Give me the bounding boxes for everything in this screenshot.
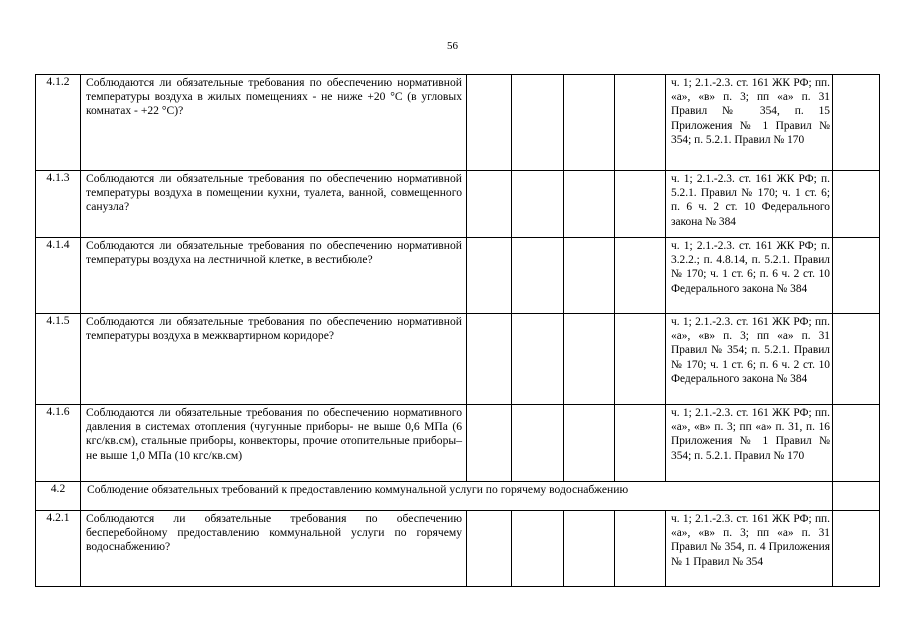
answer-yes-cell bbox=[467, 238, 512, 314]
question-text: Соблюдаются ли обязательные требования по обеспечению нормативной температуры воздуха в жилых помещениях - не ниже +20 °С (в угловых комнатах - +22 °С)? bbox=[81, 75, 467, 171]
page-number: 56 bbox=[447, 40, 458, 52]
answer-yes-cell bbox=[467, 75, 512, 171]
question-text: Соблюдаются ли обязательные требования по обеспечению нормативной температуры воздуха на лестничной клетке, в вестибюле? bbox=[81, 238, 467, 314]
table-row bbox=[36, 511, 880, 587]
table-row bbox=[36, 75, 880, 171]
legal-reference: ч. 1; 2.1.-2.3. ст. 161 ЖК РФ; пп. «а», «в» п. 3; пп «а» п. 31 Правил № 354, п. 15 Приложения № 1 Правил № 354; п. 5.2.1. Правил № 170 bbox=[666, 75, 833, 171]
section-title: Соблюдение обязательных требований к предоставлению коммунальной услуги по горячему водоснабжению bbox=[81, 482, 833, 511]
answer-yes-cell bbox=[467, 511, 512, 587]
row-number: 4.1.5 bbox=[36, 314, 81, 405]
row-number: 4.1.3 bbox=[36, 171, 81, 238]
answer-no-cell bbox=[512, 405, 564, 482]
answer-yes-cell bbox=[467, 405, 512, 482]
legal-reference: ч. 1; 2.1.-2.3. ст. 161 ЖК РФ; пп. «а», «в» п. 3; пп «а» п. 31 Правил № 354, п. 4 Приложения № 1 Правил № 354 bbox=[666, 511, 833, 587]
notes-cell bbox=[833, 238, 880, 314]
question-text: Соблюдаются ли обязательные требования по обеспечению бесперебойному предоставлению коммунальной услуги по горячему водоснабжению? bbox=[81, 511, 467, 587]
answer-yes-cell bbox=[467, 171, 512, 238]
table-row bbox=[36, 238, 880, 314]
answer-no-cell bbox=[512, 238, 564, 314]
answer-na-cell bbox=[564, 171, 615, 238]
answer-na-cell bbox=[564, 405, 615, 482]
notes-cell bbox=[833, 314, 880, 405]
question-text: Соблюдаются ли обязательные требования по обеспечению нормативной температуры воздуха в помещении кухни, туалета, ванной, совмещенного санузла? bbox=[81, 171, 467, 238]
answer-na-cell bbox=[564, 314, 615, 405]
answer-no-cell bbox=[512, 171, 564, 238]
legal-reference: ч. 1; 2.1.-2.3. ст. 161 ЖК РФ; п. 5.2.1. Правил № 170; ч. 1 ст. 6; п. 6 ч. 2 ст. 10 Федерального закона № 384 bbox=[666, 171, 833, 238]
notes-cell bbox=[833, 482, 880, 511]
answer-no-cell bbox=[512, 511, 564, 587]
question-text: Соблюдаются ли обязательные требования по обеспечению нормативного давления в системах отопления (чугунные приборы- не выше 0,6 МПа (6 кгс/кв.см), стальные приборы, конвекторы, прочие отопительные приборы– не выше 1,0 МПа (10 кгс/кв.см) bbox=[81, 405, 467, 482]
answer-empty-cell bbox=[615, 511, 666, 587]
answer-empty-cell bbox=[615, 171, 666, 238]
notes-cell bbox=[833, 171, 880, 238]
row-number: 4.2.1 bbox=[36, 511, 81, 587]
question-text: Соблюдаются ли обязательные требования по обеспечению нормативной температуры воздуха в межквартирном коридоре? bbox=[81, 314, 467, 405]
answer-empty-cell bbox=[615, 405, 666, 482]
section-row bbox=[36, 482, 880, 511]
answer-empty-cell bbox=[615, 238, 666, 314]
row-number: 4.1.4 bbox=[36, 238, 81, 314]
answer-na-cell bbox=[564, 511, 615, 587]
row-number: 4.1.2 bbox=[36, 75, 81, 171]
answer-no-cell bbox=[512, 314, 564, 405]
notes-cell bbox=[833, 405, 880, 482]
answer-na-cell bbox=[564, 75, 615, 171]
answer-empty-cell bbox=[615, 75, 666, 171]
notes-cell bbox=[833, 75, 880, 171]
table-row bbox=[36, 314, 880, 405]
answer-yes-cell bbox=[467, 314, 512, 405]
table-row bbox=[36, 171, 880, 238]
row-number: 4.1.6 bbox=[36, 405, 81, 482]
answer-empty-cell bbox=[615, 314, 666, 405]
legal-reference: ч. 1; 2.1.-2.3. ст. 161 ЖК РФ; пп. «а», «в» п. 3; пп «а» п. 31, п. 16 Приложения № 1 Правил № 354; п. 5.2.1. Правил № 170 bbox=[666, 405, 833, 482]
answer-no-cell bbox=[512, 75, 564, 171]
answer-na-cell bbox=[564, 238, 615, 314]
section-number: 4.2 bbox=[36, 482, 81, 511]
legal-reference: ч. 1; 2.1.-2.3. ст. 161 ЖК РФ; пп. «а», «в» п. 3; пп «а» п. 31 Правил № 354; п. 5.2.1. Правил № 170; ч. 1 ст. 6; п. 6 ч. 2 ст. 10 Федерального закона № 384 bbox=[666, 314, 833, 405]
legal-reference: ч. 1; 2.1.-2.3. ст. 161 ЖК РФ; п. 3.2.2.; п. 4.8.14, п. 5.2.1. Правил № 170; ч. 1 ст. 6; п. 6 ч. 2 ст. 10 Федерального закона № 384 bbox=[666, 238, 833, 314]
table-row bbox=[36, 405, 880, 482]
notes-cell bbox=[833, 511, 880, 587]
checklist-table bbox=[35, 74, 880, 587]
